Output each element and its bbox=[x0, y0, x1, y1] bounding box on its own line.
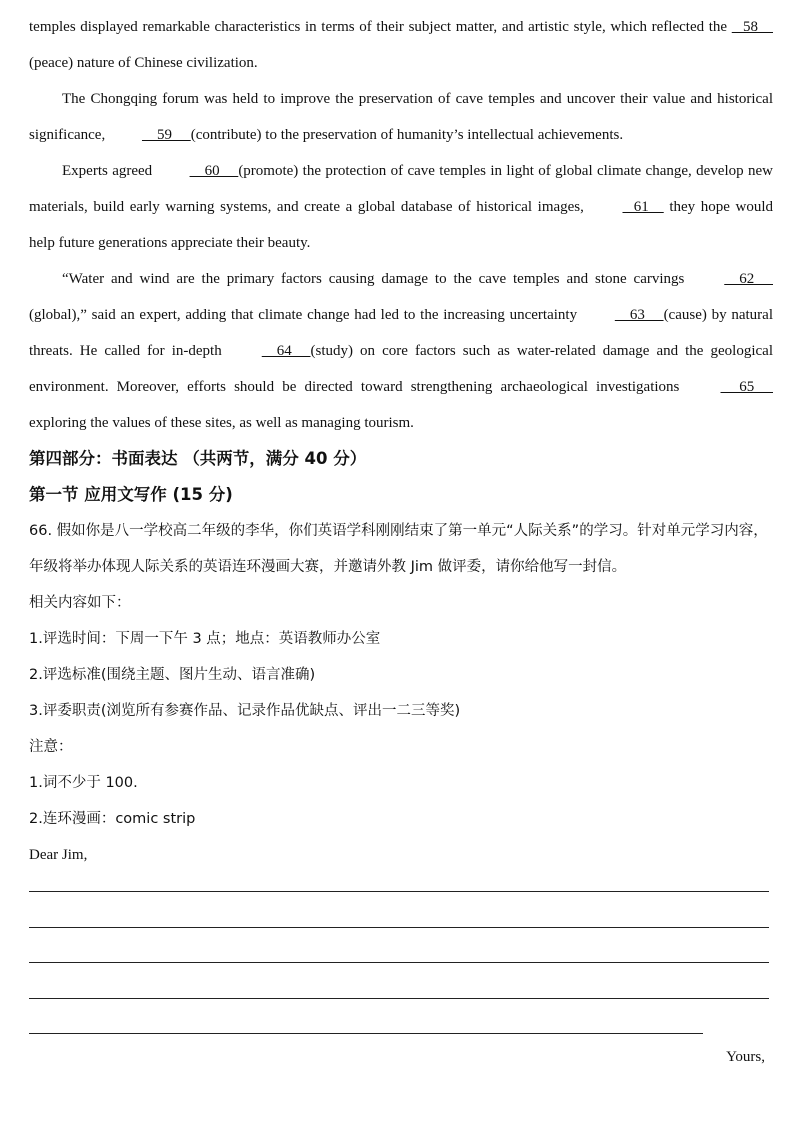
passage-text: “Water and wind are the primary factors causing damage to the cave temples and stone carvings bbox=[62, 271, 692, 287]
letter-salutation: Dear Jim, bbox=[29, 847, 88, 863]
blank-59[interactable]: 59 bbox=[141, 127, 191, 143]
passage-paragraph-1 bbox=[29, 9, 773, 81]
note-item-2: 2.连环漫画：comic strip bbox=[29, 811, 196, 827]
answer-line[interactable] bbox=[29, 1033, 703, 1034]
section-4-title: 第四部分：书面表达 （共两节，满分 40 分） bbox=[29, 449, 367, 468]
answer-lines bbox=[29, 891, 769, 1069]
requirement-item-3: 3.评委职责(浏览所有参赛作品、记录作品优缺点、评出一二三等奖) bbox=[29, 703, 461, 719]
passage-paragraph-4 bbox=[29, 261, 773, 441]
requirement-item-1: 1.评选时间：下周一下午 3 点；地点：英语教师办公室 bbox=[29, 631, 381, 647]
answer-line[interactable] bbox=[29, 891, 769, 892]
note-item-1: 1.词不少于 100. bbox=[29, 775, 138, 791]
requirement-item-2: 2.评选标准(围绕主题、图片生动、语言准确) bbox=[29, 667, 316, 683]
passage-text: exploring the values of these sites, as well as managing tourism. bbox=[29, 415, 414, 431]
content-label: 相关内容如下： bbox=[29, 595, 131, 611]
passage-paragraph-2 bbox=[29, 81, 773, 153]
blank-60[interactable]: 60 bbox=[189, 163, 239, 179]
passage-text: (global),” said an expert, adding that climate change had led to the increasing uncertainty bbox=[29, 307, 582, 323]
passage-text: The Chongqing forum was held to improve the preservation of cave temples and uncover their value and historical significance, bbox=[29, 91, 773, 143]
question-66-prompt: 66. 假如你是八一学校高二年级的李华，你们英语学科刚刚结束了第一单元“人际关系”的学习。针对单元学习内容，年级将举办体现人际关系的英语连环漫画大赛，并邀请外教 Jim 做评委，请你给他写一封信。 bbox=[29, 523, 768, 575]
worksheet-page bbox=[29, 0, 773, 873]
section-subtitle: 第一节 应用文写作 (15 分) bbox=[29, 485, 233, 504]
passage-text: (promote) the protection of cave temples in light of global climate change, develop new materials, build early warning systems, and create a global database of historical images, bbox=[29, 163, 773, 215]
letter-closing: Yours, bbox=[726, 1049, 765, 1065]
answer-line[interactable] bbox=[29, 998, 769, 999]
note-label: 注意： bbox=[29, 739, 73, 755]
blank-62[interactable]: 62 bbox=[724, 271, 773, 287]
blank-58[interactable]: 58 bbox=[731, 19, 773, 35]
passage-text: (contribute) to the preservation of humanity’s intellectual achievements. bbox=[190, 127, 624, 143]
answer-line[interactable] bbox=[29, 927, 769, 928]
blank-65[interactable]: 65 bbox=[720, 379, 773, 395]
passage-text: (cause) by natural threats. He called for in-depth bbox=[29, 307, 773, 359]
blank-63[interactable]: 63 bbox=[614, 307, 664, 323]
passage-text: (peace) nature of Chinese civilization. bbox=[29, 55, 258, 71]
blank-64[interactable]: 64 bbox=[261, 343, 311, 359]
passage-text: Experts agreed bbox=[62, 163, 157, 179]
blank-61[interactable]: 61 bbox=[622, 199, 664, 215]
passage-text: they hope would help future generations appreciate their beauty. bbox=[29, 199, 774, 251]
answer-line[interactable] bbox=[29, 962, 769, 963]
passage-text: (study) on core factors such as water-related damage and the geological environment. Moreover, efforts should be directed toward strengthening archaeological investigations bbox=[29, 343, 773, 395]
passage-text: temples displayed remarkable characteristics in terms of their subject matter, and artistic style, which reflected the bbox=[29, 19, 728, 35]
passage-paragraph-3 bbox=[29, 153, 773, 261]
